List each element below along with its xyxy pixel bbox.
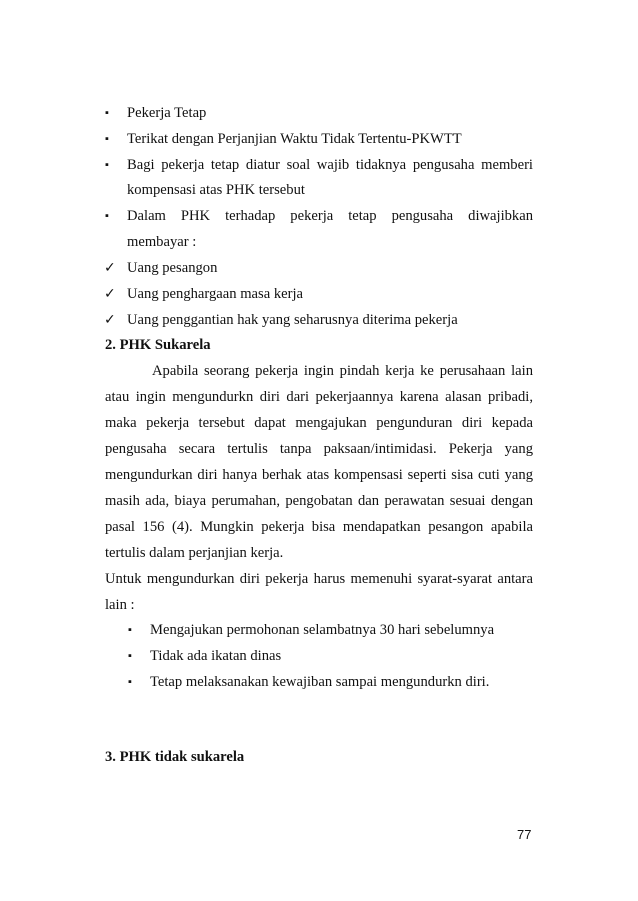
requirement-item: Tetap melaksanakan kewajiban sampai mengundurkn diri. [150,674,490,690]
bullet-text-continued: kompensasi atas PHK tersebut [127,182,305,198]
checkmark-icon: ✓ [104,260,116,276]
square-bullet-icon: ▪ [128,624,132,636]
square-bullet-icon: ▪ [105,210,109,222]
paragraph-line: mengundurkan diri hanya berhak atas kompensasi seperti sisa cuti yang [105,467,533,483]
bullet-text-continued: membayar : [127,234,197,250]
square-bullet-icon: ▪ [105,159,109,171]
page-number: 77 [517,827,532,842]
square-bullet-icon: ▪ [105,107,109,119]
requirement-item: Mengajukan permohonan selambatnya 30 hari sebelumnya [150,622,495,638]
paragraph-line: Apabila seorang pekerja ingin pindah kerja ke perusahaan lain [152,363,533,379]
paragraph-line: lain : [105,597,135,613]
square-bullet-icon: ▪ [105,133,109,145]
square-bullet-icon: ▪ [128,676,132,688]
bullet-text: Pekerja Tetap [127,105,207,121]
paragraph-line: Untuk mengundurkan diri pekerja harus memenuhi syarat-syarat antara [105,571,533,587]
check-item-text: Uang penggantian hak yang seharusnya diterima pekerja [127,312,458,328]
section-heading: 2. PHK Sukarela [105,337,211,353]
paragraph-line: pengusaha secara tertulis tanpa paksaan/intimidasi. Pekerja yang [105,441,533,457]
paragraph-line: maka pekerja tersebut dapat mengajukan pengunduran diri kepada [105,415,533,431]
requirement-item: Tidak ada ikatan dinas [150,648,282,664]
checkmark-icon: ✓ [104,312,116,328]
paragraph-line: masih ada, biaya perumahan, pengobatan dan perawatan sesuai dengan [105,493,533,509]
check-item-text: Uang penghargaan masa kerja [127,286,303,302]
bullet-text: Bagi pekerja tetap diatur soal wajib tidaknya pengusaha memberi [127,157,533,173]
checkmark-icon: ✓ [104,286,116,302]
paragraph-line: tertulis dalam perjanjian kerja. [105,545,284,561]
paragraph-line: pasal 156 (4). Mungkin pekerja bisa mendapatkan pesangon apabila [105,519,533,535]
bullet-text: Dalam PHK terhadap pekerja tetap pengusaha diwajibkan [127,208,533,224]
square-bullet-icon: ▪ [128,650,132,662]
paragraph-line: atau ingin mengundurkn diri dari pekerjaannya karena alasan pribadi, [105,389,533,405]
bullet-text: Terikat dengan Perjanjian Waktu Tidak Tertentu-PKWTT [127,131,462,147]
section-heading: 3. PHK tidak sukarela [105,749,245,765]
check-item-text: Uang pesangon [127,260,218,276]
